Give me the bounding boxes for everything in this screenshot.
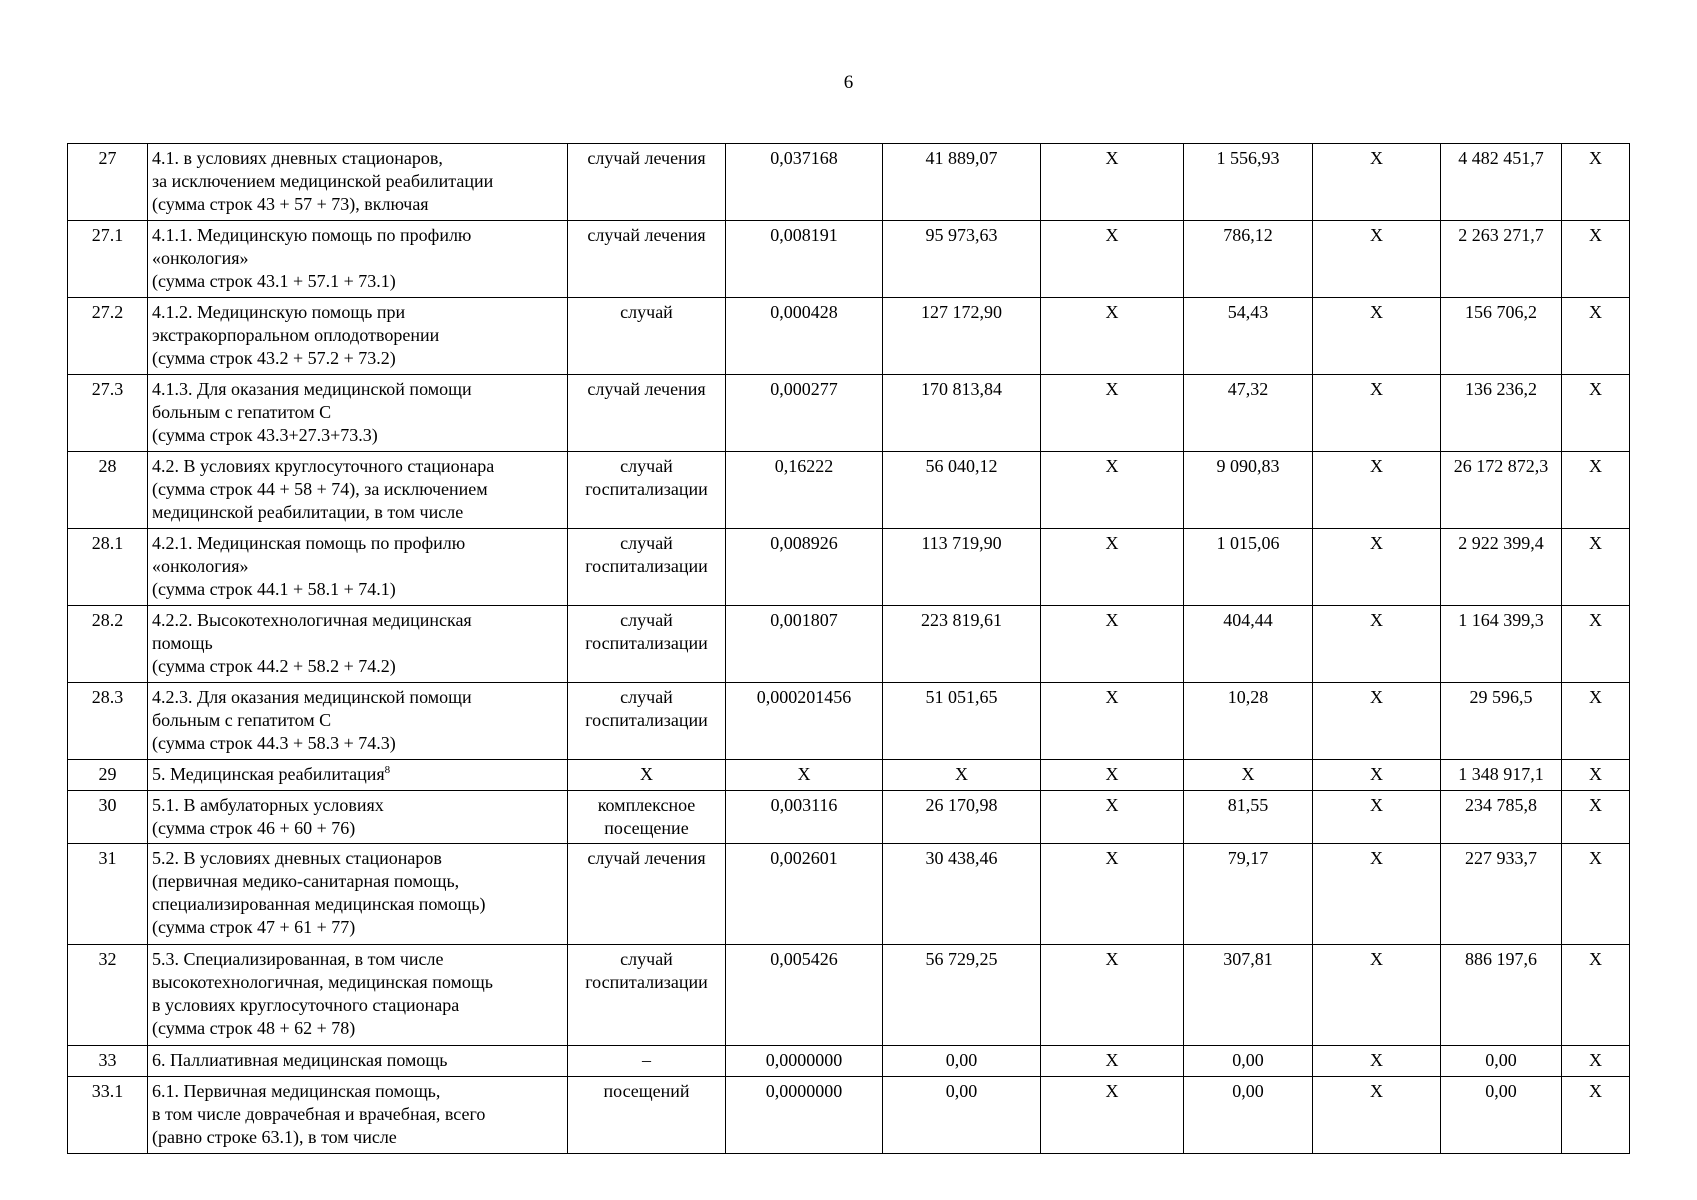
indicator-name-cell xyxy=(148,221,568,298)
indicator-name-text: 5. Медицинская реабилитация xyxy=(152,764,385,784)
value-cell-4 xyxy=(726,298,883,375)
value-cell-4 xyxy=(726,844,883,945)
unit-cell xyxy=(568,1077,726,1154)
value-cell-6 xyxy=(1041,298,1184,375)
value-text-7: 1 015,06 xyxy=(1216,533,1280,553)
value-cell-9 xyxy=(1441,1046,1562,1077)
row-number-text: 33 xyxy=(98,1050,117,1070)
value-text-4: 0,008191 xyxy=(770,225,838,245)
table-row xyxy=(68,1046,1630,1077)
value-cell-7 xyxy=(1184,760,1313,791)
value-cell-6 xyxy=(1041,529,1184,606)
value-text-7: 0,00 xyxy=(1232,1081,1264,1101)
value-text-10: Х xyxy=(1589,302,1602,322)
unit-cell xyxy=(568,529,726,606)
value-text-10: Х xyxy=(1589,225,1602,245)
value-text-4: 0,001807 xyxy=(770,610,838,630)
indicator-name-text: 4.2. В условиях круглосуточного стационара (сумма строк 44 + 58 + 74), за исключением медицинской реабилитации, в том числе xyxy=(152,456,495,522)
value-text-8: Х xyxy=(1370,379,1383,399)
table-row xyxy=(68,760,1630,791)
unit-cell xyxy=(568,221,726,298)
value-cell-4 xyxy=(726,945,883,1046)
value-cell-10 xyxy=(1562,1077,1630,1154)
value-text-10: Х xyxy=(1589,456,1602,476)
value-text-10: Х xyxy=(1589,1050,1602,1070)
value-cell-8 xyxy=(1313,529,1441,606)
row-number-cell xyxy=(68,945,148,1046)
row-number-text: 30 xyxy=(98,795,117,815)
value-text-8: Х xyxy=(1370,848,1383,868)
value-cell-10 xyxy=(1562,298,1630,375)
value-text-4: 0,002601 xyxy=(770,848,838,868)
unit-cell xyxy=(568,375,726,452)
value-cell-7 xyxy=(1184,221,1313,298)
value-text-8: Х xyxy=(1370,795,1383,815)
value-cell-4 xyxy=(726,606,883,683)
value-text-9: 0,00 xyxy=(1485,1081,1517,1101)
unit-cell xyxy=(568,606,726,683)
value-cell-8 xyxy=(1313,144,1441,221)
value-cell-8 xyxy=(1313,452,1441,529)
value-cell-8 xyxy=(1313,1046,1441,1077)
row-number-cell xyxy=(68,1046,148,1077)
value-cell-7 xyxy=(1184,1077,1313,1154)
value-cell-9 xyxy=(1441,144,1562,221)
value-text-7: Х xyxy=(1241,764,1255,784)
unit-text: случай госпитализации xyxy=(585,456,708,499)
value-cell-7 xyxy=(1184,375,1313,452)
indicator-name-text: 4.2.2. Высокотехнологичная медицинская помощь (сумма строк 44.2 + 58.2 + 74.2) xyxy=(152,610,472,676)
value-cell-7 xyxy=(1184,1046,1313,1077)
row-number-text: 32 xyxy=(98,949,117,969)
value-text-5: Х xyxy=(955,764,968,784)
unit-cell xyxy=(568,452,726,529)
value-cell-9 xyxy=(1441,298,1562,375)
value-cell-6 xyxy=(1041,945,1184,1046)
value-cell-7 xyxy=(1184,945,1313,1046)
unit-text: случай лечения xyxy=(587,848,706,868)
indicator-name-cell xyxy=(148,452,568,529)
table-row xyxy=(68,606,1630,683)
value-text-7: 47,32 xyxy=(1227,379,1269,399)
value-text-7: 307,81 xyxy=(1223,949,1273,969)
row-number-cell xyxy=(68,791,148,844)
indicator-name-text: 5.1. В амбулаторных условиях (сумма строк 46 + 60 + 76) xyxy=(152,795,384,838)
value-text-4: 0,008926 xyxy=(770,533,838,553)
value-cell-8 xyxy=(1313,844,1441,945)
value-text-10: Х xyxy=(1589,687,1602,707)
indicator-name-text: 4.1.3. Для оказания медицинской помощи больным с гепатитом С (сумма строк 43.3+27.3+73.3) xyxy=(152,379,472,445)
value-cell-6 xyxy=(1041,1077,1184,1154)
unit-text: случай лечения xyxy=(587,379,706,399)
value-text-4: 0,000277 xyxy=(770,379,838,399)
value-cell-7 xyxy=(1184,606,1313,683)
value-cell-7 xyxy=(1184,844,1313,945)
value-cell-9 xyxy=(1441,375,1562,452)
value-text-9: 886 197,6 xyxy=(1465,949,1537,969)
indicator-name-cell xyxy=(148,844,568,945)
value-text-6: Х xyxy=(1105,533,1119,553)
value-cell-4 xyxy=(726,683,883,760)
value-cell-9 xyxy=(1441,945,1562,1046)
value-cell-7 xyxy=(1184,298,1313,375)
row-number-cell xyxy=(68,144,148,221)
indicator-name-cell xyxy=(148,1046,568,1077)
value-text-8: Х xyxy=(1370,456,1383,476)
row-number-cell xyxy=(68,452,148,529)
row-number-text: 27 xyxy=(98,148,117,168)
value-cell-6 xyxy=(1041,1046,1184,1077)
value-text-8: Х xyxy=(1370,1081,1383,1101)
value-cell-5 xyxy=(883,1046,1041,1077)
value-cell-5 xyxy=(883,606,1041,683)
unit-cell xyxy=(568,760,726,791)
value-text-10: Х xyxy=(1589,148,1602,168)
unit-text: случай лечения xyxy=(587,225,706,245)
value-cell-4 xyxy=(726,221,883,298)
value-cell-9 xyxy=(1441,606,1562,683)
row-number-text: 27.3 xyxy=(91,379,124,399)
unit-text: случай госпитализации xyxy=(585,610,708,653)
indicator-name-cell xyxy=(148,529,568,606)
value-text-5: 56 729,25 xyxy=(925,949,998,969)
value-cell-4 xyxy=(726,791,883,844)
value-text-9: 156 706,2 xyxy=(1465,302,1537,322)
value-cell-6 xyxy=(1041,375,1184,452)
value-text-8: Х xyxy=(1370,533,1383,553)
indicator-name-text: 5.2. В условиях дневных стационаров (первичная медико-санитарная помощь, специализированная медицинская помощь) (сумма строк 47 + 61 + 77) xyxy=(152,848,486,937)
value-text-9: 0,00 xyxy=(1485,1050,1517,1070)
value-text-7: 9 090,83 xyxy=(1216,456,1280,476)
value-cell-9 xyxy=(1441,221,1562,298)
value-text-7: 1 556,93 xyxy=(1216,148,1280,168)
value-text-9: 2 922 399,4 xyxy=(1458,533,1544,553)
indicator-name-text: 5.3. Специализированная, в том числе высокотехнологичная, медицинская помощь в условиях круглосуточного стационара (сумма строк 48 + 62 + 78) xyxy=(152,949,493,1038)
value-text-9: 234 785,8 xyxy=(1465,795,1537,815)
value-text-6: Х xyxy=(1105,456,1119,476)
value-cell-6 xyxy=(1041,144,1184,221)
row-number-text: 33.1 xyxy=(91,1081,124,1101)
value-text-10: Х xyxy=(1589,764,1602,784)
value-cell-10 xyxy=(1562,606,1630,683)
value-text-9: 1 348 917,1 xyxy=(1458,764,1544,784)
row-number-cell xyxy=(68,298,148,375)
indicator-name-cell xyxy=(148,298,568,375)
row-number-text: 28.2 xyxy=(91,610,124,630)
unit-cell xyxy=(568,1046,726,1077)
value-text-5: 41 889,07 xyxy=(925,148,998,168)
value-text-5: 127 172,90 xyxy=(921,302,1002,322)
value-cell-5 xyxy=(883,529,1041,606)
indicator-name-cell xyxy=(148,791,568,844)
unit-cell xyxy=(568,144,726,221)
value-cell-5 xyxy=(883,452,1041,529)
indicator-name-text: 4.1. в условиях дневных стационаров, за исключением медицинской реабилитации (сумма строк 43 + 57 + 73), включая xyxy=(152,148,494,214)
value-cell-10 xyxy=(1562,844,1630,945)
value-text-10: Х xyxy=(1589,1081,1602,1101)
value-cell-5 xyxy=(883,375,1041,452)
value-text-7: 786,12 xyxy=(1223,225,1273,245)
table-row xyxy=(68,791,1630,844)
value-text-4: 0,005426 xyxy=(770,949,838,969)
row-number-cell xyxy=(68,1077,148,1154)
table-row xyxy=(68,375,1630,452)
value-cell-4 xyxy=(726,452,883,529)
value-text-4: 0,0000000 xyxy=(765,1050,843,1070)
value-cell-10 xyxy=(1562,144,1630,221)
unit-text: Х xyxy=(640,764,653,784)
row-number-cell xyxy=(68,221,148,298)
value-text-6: Х xyxy=(1105,795,1119,815)
value-cell-6 xyxy=(1041,683,1184,760)
value-cell-5 xyxy=(883,945,1041,1046)
row-number-cell xyxy=(68,529,148,606)
value-cell-8 xyxy=(1313,760,1441,791)
value-text-5: 56 040,12 xyxy=(925,456,998,476)
indicator-name-text: 6. Паллиативная медицинская помощь xyxy=(152,1050,448,1070)
value-text-5: 0,00 xyxy=(945,1050,978,1070)
value-text-5: 223 819,61 xyxy=(921,610,1002,630)
table-row xyxy=(68,298,1630,375)
value-cell-5 xyxy=(883,844,1041,945)
table-row xyxy=(68,529,1630,606)
value-text-4: 0,16222 xyxy=(774,456,834,476)
value-cell-9 xyxy=(1441,683,1562,760)
value-cell-5 xyxy=(883,298,1041,375)
value-cell-6 xyxy=(1041,760,1184,791)
indicator-name-cell xyxy=(148,375,568,452)
value-text-10: Х xyxy=(1589,848,1602,868)
value-text-10: Х xyxy=(1589,795,1602,815)
unit-cell xyxy=(568,844,726,945)
value-cell-10 xyxy=(1562,791,1630,844)
value-cell-4 xyxy=(726,760,883,791)
value-text-5: 113 719,90 xyxy=(921,533,1002,553)
value-cell-5 xyxy=(883,1077,1041,1154)
row-number-cell xyxy=(68,760,148,791)
table-row xyxy=(68,945,1630,1046)
value-text-6: Х xyxy=(1105,949,1119,969)
value-cell-5 xyxy=(883,791,1041,844)
value-text-5: 0,00 xyxy=(945,1081,978,1101)
value-cell-9 xyxy=(1441,529,1562,606)
value-text-5: 170 813,84 xyxy=(921,379,1002,399)
value-text-10: Х xyxy=(1589,610,1602,630)
value-text-6: Х xyxy=(1105,379,1119,399)
value-text-7: 0,00 xyxy=(1232,1050,1264,1070)
value-text-9: 29 596,5 xyxy=(1469,687,1533,707)
value-cell-5 xyxy=(883,760,1041,791)
unit-text: – xyxy=(642,1050,651,1070)
value-cell-5 xyxy=(883,683,1041,760)
value-text-6: Х xyxy=(1105,764,1119,784)
value-cell-8 xyxy=(1313,791,1441,844)
value-text-7: 10,28 xyxy=(1227,687,1269,707)
value-cell-10 xyxy=(1562,221,1630,298)
value-cell-6 xyxy=(1041,221,1184,298)
value-text-10: Х xyxy=(1589,379,1602,399)
indicator-name-text: 4.2.3. Для оказания медицинской помощи больным с гепатитом С (сумма строк 44.3 + 58.3 + 74.3) xyxy=(152,687,472,753)
table-row xyxy=(68,844,1630,945)
value-text-7: 54,43 xyxy=(1227,302,1269,322)
value-cell-7 xyxy=(1184,144,1313,221)
value-cell-8 xyxy=(1313,375,1441,452)
row-number-cell xyxy=(68,606,148,683)
value-text-8: Х xyxy=(1370,610,1383,630)
value-cell-10 xyxy=(1562,1046,1630,1077)
row-number-text: 29 xyxy=(98,764,117,784)
value-text-4: Х xyxy=(797,764,811,784)
value-cell-9 xyxy=(1441,844,1562,945)
footnote-marker: 8 xyxy=(384,764,391,776)
table-row xyxy=(68,683,1630,760)
value-cell-4 xyxy=(726,529,883,606)
value-text-9: 26 172 872,3 xyxy=(1453,456,1549,476)
unit-text: случай госпитализации xyxy=(585,687,708,730)
value-text-5: 95 973,63 xyxy=(925,225,998,245)
value-cell-5 xyxy=(883,221,1041,298)
value-text-9: 1 164 399,3 xyxy=(1458,610,1544,630)
value-cell-10 xyxy=(1562,945,1630,1046)
value-cell-5 xyxy=(883,144,1041,221)
value-text-5: 30 438,46 xyxy=(925,848,998,868)
unit-text: случай xyxy=(620,302,673,322)
unit-cell xyxy=(568,945,726,1046)
value-cell-10 xyxy=(1562,529,1630,606)
value-cell-7 xyxy=(1184,791,1313,844)
unit-cell xyxy=(568,791,726,844)
value-cell-8 xyxy=(1313,221,1441,298)
value-cell-8 xyxy=(1313,683,1441,760)
page-number: 6 xyxy=(843,72,854,93)
data-table xyxy=(67,143,1630,1154)
value-text-9: 136 236,2 xyxy=(1465,379,1537,399)
value-text-6: Х xyxy=(1105,225,1119,245)
value-cell-6 xyxy=(1041,452,1184,529)
value-cell-8 xyxy=(1313,945,1441,1046)
value-cell-4 xyxy=(726,1077,883,1154)
indicator-name-cell xyxy=(148,606,568,683)
row-number-text: 28.1 xyxy=(91,533,124,553)
value-cell-7 xyxy=(1184,529,1313,606)
table-body xyxy=(68,144,1630,1154)
value-text-6: Х xyxy=(1105,148,1119,168)
unit-text: случай лечения xyxy=(587,148,706,168)
value-cell-9 xyxy=(1441,1077,1562,1154)
value-text-4: 0,003116 xyxy=(770,795,838,815)
row-number-text: 27.2 xyxy=(91,302,124,322)
value-text-6: Х xyxy=(1105,1081,1119,1101)
value-text-6: Х xyxy=(1105,302,1119,322)
value-text-4: 0,000428 xyxy=(770,302,838,322)
row-number-text: 28.3 xyxy=(91,687,124,707)
value-text-9: 227 933,7 xyxy=(1465,848,1537,868)
indicator-name-cell xyxy=(148,1077,568,1154)
table-row xyxy=(68,452,1630,529)
value-text-7: 404,44 xyxy=(1223,610,1273,630)
row-number-text: 27.1 xyxy=(91,225,124,245)
value-text-4: 0,0000000 xyxy=(765,1081,843,1101)
table-row xyxy=(68,221,1630,298)
value-text-7: 79,17 xyxy=(1227,848,1269,868)
value-text-6: Х xyxy=(1105,610,1119,630)
unit-text: посещений xyxy=(603,1081,690,1101)
value-text-8: Х xyxy=(1370,148,1383,168)
unit-text: комплексное посещение xyxy=(597,795,696,838)
table-row xyxy=(68,1077,1630,1154)
value-cell-4 xyxy=(726,1046,883,1077)
value-text-8: Х xyxy=(1370,302,1383,322)
value-text-4: 0,037168 xyxy=(770,148,838,168)
value-cell-9 xyxy=(1441,760,1562,791)
value-text-8: Х xyxy=(1370,949,1383,969)
value-cell-6 xyxy=(1041,844,1184,945)
value-text-8: Х xyxy=(1370,687,1383,707)
indicator-name-text: 4.2.1. Медицинская помощь по профилю «онкология» (сумма строк 44.1 + 58.1 + 74.1) xyxy=(152,533,466,599)
value-text-8: Х xyxy=(1370,764,1383,784)
value-cell-10 xyxy=(1562,375,1630,452)
indicator-name-text: 6.1. Первичная медицинская помощь, в том числе доврачебная и врачебная, всего (равно строке 63.1), в том числе xyxy=(152,1081,486,1147)
table-row xyxy=(68,144,1630,221)
value-text-6: Х xyxy=(1105,687,1119,707)
indicator-name-text: 4.1.1. Медицинскую помощь по профилю «онкология» (сумма строк 43.1 + 57.1 + 73.1) xyxy=(152,225,472,291)
value-text-10: Х xyxy=(1589,949,1602,969)
indicator-name-cell xyxy=(148,144,568,221)
unit-cell xyxy=(568,683,726,760)
value-text-6: Х xyxy=(1105,1050,1119,1070)
value-cell-4 xyxy=(726,375,883,452)
row-number-cell xyxy=(68,844,148,945)
row-number-text: 31 xyxy=(98,848,117,868)
unit-text: случай госпитализации xyxy=(585,533,708,576)
unit-cell xyxy=(568,298,726,375)
value-text-9: 2 263 271,7 xyxy=(1458,225,1544,245)
value-cell-9 xyxy=(1441,791,1562,844)
value-text-5: 51 051,65 xyxy=(925,687,998,707)
indicator-name-cell xyxy=(148,683,568,760)
row-number-cell xyxy=(68,375,148,452)
value-text-5: 26 170,98 xyxy=(925,795,998,815)
value-cell-7 xyxy=(1184,683,1313,760)
value-cell-6 xyxy=(1041,791,1184,844)
value-text-9: 4 482 451,7 xyxy=(1458,148,1544,168)
value-text-7: 81,55 xyxy=(1227,795,1269,815)
value-cell-10 xyxy=(1562,760,1630,791)
value-cell-9 xyxy=(1441,452,1562,529)
value-text-6: Х xyxy=(1105,848,1119,868)
value-cell-10 xyxy=(1562,683,1630,760)
value-cell-6 xyxy=(1041,606,1184,683)
value-cell-4 xyxy=(726,144,883,221)
value-text-8: Х xyxy=(1370,225,1383,245)
row-number-text: 28 xyxy=(98,456,117,476)
value-cell-10 xyxy=(1562,452,1630,529)
value-text-8: Х xyxy=(1370,1050,1383,1070)
unit-text: случай госпитализации xyxy=(585,949,708,992)
value-cell-8 xyxy=(1313,1077,1441,1154)
value-cell-7 xyxy=(1184,452,1313,529)
indicator-name-cell xyxy=(148,945,568,1046)
row-number-cell xyxy=(68,683,148,760)
value-text-10: Х xyxy=(1589,533,1602,553)
indicator-name-text: 4.1.2. Медицинскую помощь при экстракорпоральном оплодотворении (сумма строк 43.2 + 57.2 + 73.2) xyxy=(152,302,440,368)
indicator-name-cell xyxy=(148,760,568,791)
value-cell-8 xyxy=(1313,298,1441,375)
value-cell-8 xyxy=(1313,606,1441,683)
value-text-4: 0,000201456 xyxy=(756,687,852,707)
